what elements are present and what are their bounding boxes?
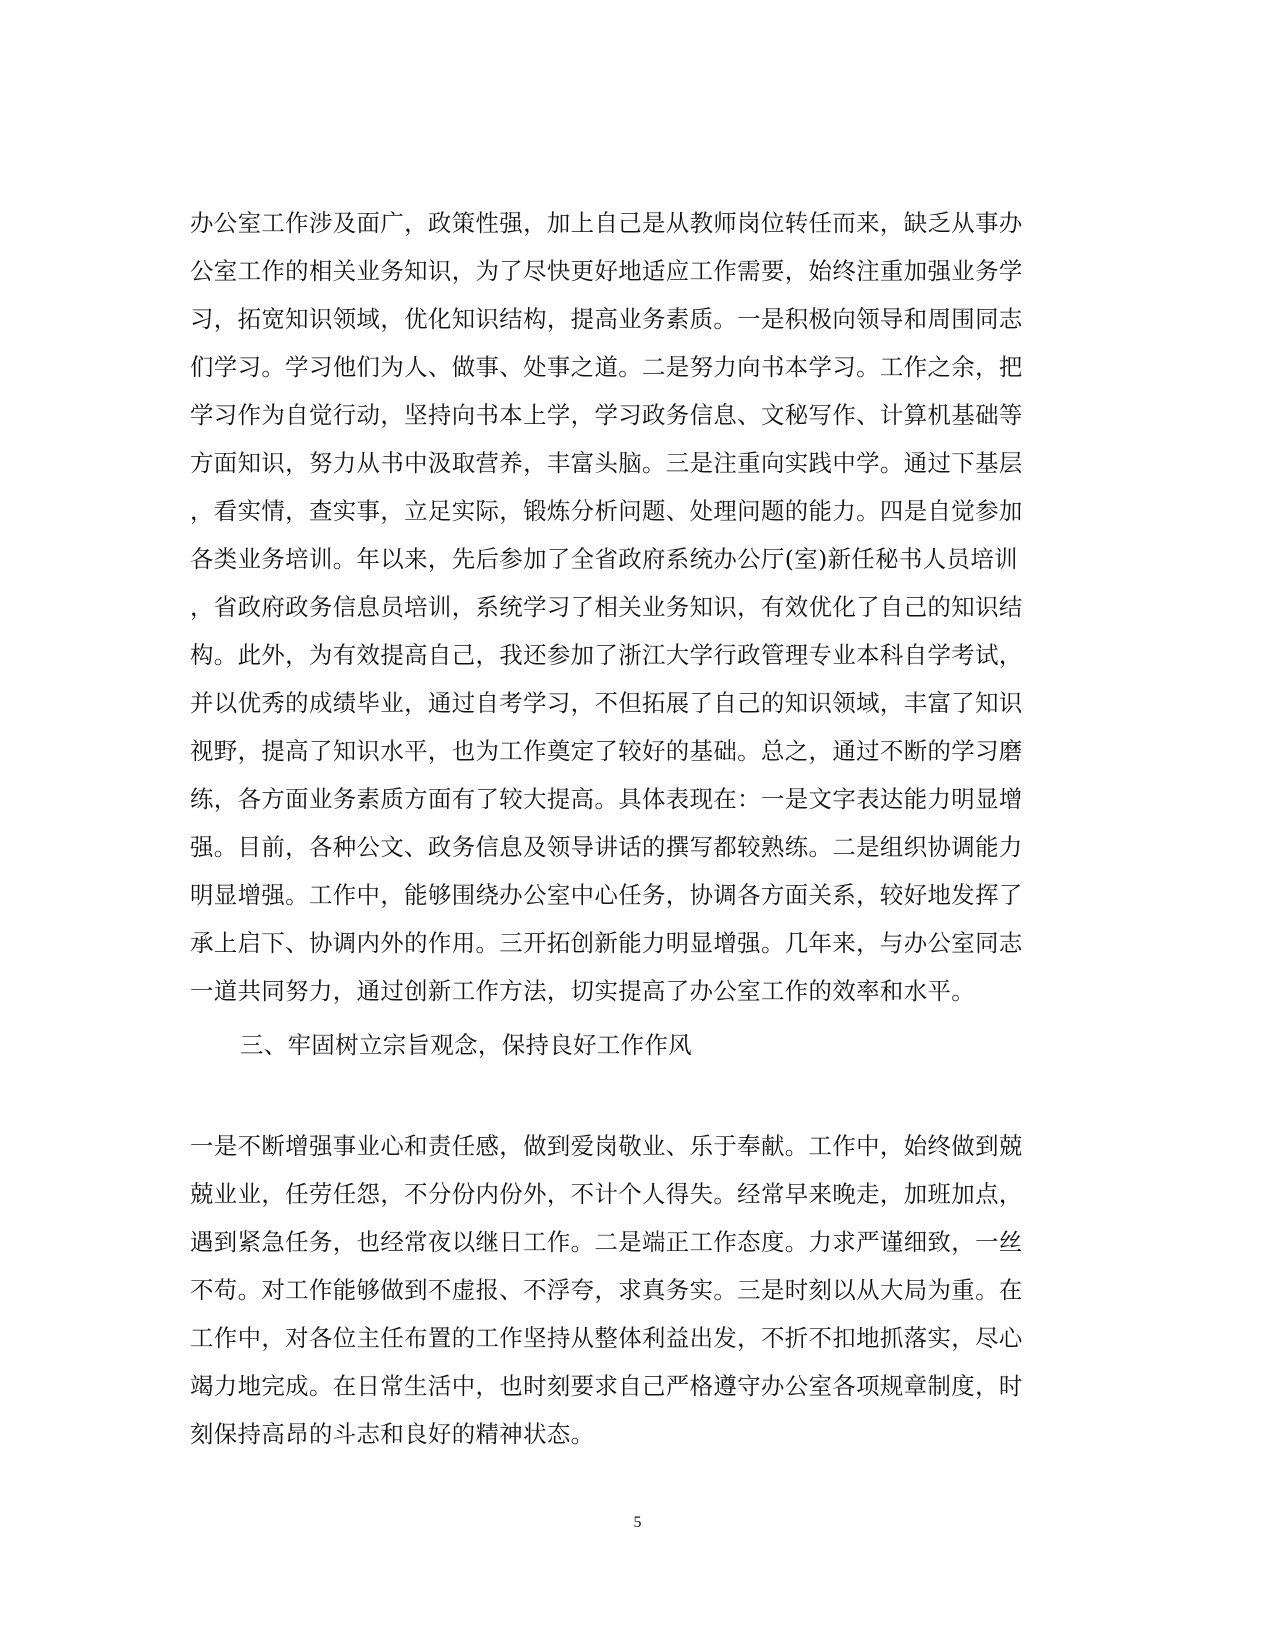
text-line: 练，各方面业务素质方面有了较大提高。具体表现在：一是文字表达能力明显增	[190, 785, 1023, 813]
paragraph-2	[190, 1122, 1070, 1458]
text-line: ，省政府政务信息员培训，系统学习了相关业务知识，有效优化了自己的知识结	[190, 593, 1023, 621]
text-line: 视野，提高了知识水平，也为工作奠定了较好的基础。总之，通过不断的学习磨	[190, 737, 1023, 765]
text-line: 学习作为自觉行动，坚持向书本上学，学习政务信息、文秘写作、计算机基础等	[190, 401, 1023, 429]
text-line: 强。目前，各种公文、政务信息及领导讲话的撰写都较熟练。二是组织协调能力	[190, 833, 1023, 861]
section-heading	[190, 1021, 1070, 1069]
text-line: 公室工作的相关业务知识，为了尽快更好地适应工作需要，始终注重加强业务学	[190, 257, 1023, 285]
text-line: 不苟。对工作能够做到不虚报、不浮夸，求真务实。三是时刻以从大局为重。在	[190, 1276, 1023, 1304]
text-line: 竭力地完成。在日常生活中，也时刻要求自己严格遵守办公室各项规章制度，时	[190, 1372, 1023, 1400]
text-line: 各类业务培训。年以来，先后参加了全省政府系统办公厅(室)新任秘书人员培训	[190, 545, 1018, 573]
text-line: 并以优秀的成绩毕业，通过自考学习，不但拓展了自己的知识领域，丰富了知识	[190, 689, 1023, 717]
text-line: 承上启下、协调内外的作用。三开拓创新能力明显增强。几年来，与办公室同志	[190, 929, 1023, 957]
text-line: 刻保持高昂的斗志和良好的精神状态。	[190, 1420, 595, 1448]
text-line: 们学习。学习他们为人、做事、处事之道。二是努力向书本学习。工作之余，把	[190, 353, 1023, 381]
page-number: 5	[633, 1514, 642, 1531]
text-line: 一是不断增强事业心和责任感，做到爱岗敬业、乐于奉献。工作中，始终做到兢	[190, 1132, 1023, 1160]
text-line: 办公室工作涉及面广，政策性强，加上自己是从教师岗位转任而来，缺乏从事办	[190, 209, 1023, 237]
text-line: 方面知识，努力从书中汲取营养，丰富头脑。三是注重向实践中学。通过下基层	[190, 449, 1023, 477]
text-line: 工作中，对各位主任布置的工作坚持从整体利益出发，不折不扣地抓落实，尽心	[190, 1324, 1023, 1352]
section-heading-text: 三、牢固树立宗旨观念，保持良好工作作风	[240, 1031, 693, 1059]
text-line: 明显增强。工作中，能够围绕办公室中心任务，协调各方面关系，较好地发挥了	[190, 881, 1023, 909]
text-line: 构。此外，为有效提高自己，我还参加了浙江大学行政管理专业本科自学考试，	[190, 641, 1023, 669]
text-line: ，看实情，查实事，立足实际，锻炼分析问题、处理问题的能力。四是自觉参加	[190, 497, 1023, 525]
paragraph-1	[190, 199, 1070, 1015]
text-line: 一道共同努力，通过创新工作方法，切实提高了办公室工作的效率和水平。	[190, 977, 976, 1005]
text-line: 遇到紧急任务，也经常夜以继日工作。二是端正工作态度。力求严谨细致，一丝	[190, 1228, 1023, 1256]
text-line: 兢业业，任劳任怨，不分份内份外，不计个人得失。经常早来晚走，加班加点，	[190, 1180, 1023, 1208]
text-line: 习，拓宽知识领域，优化知识结构，提高业务素质。一是积极向领导和周围同志	[190, 305, 1023, 333]
